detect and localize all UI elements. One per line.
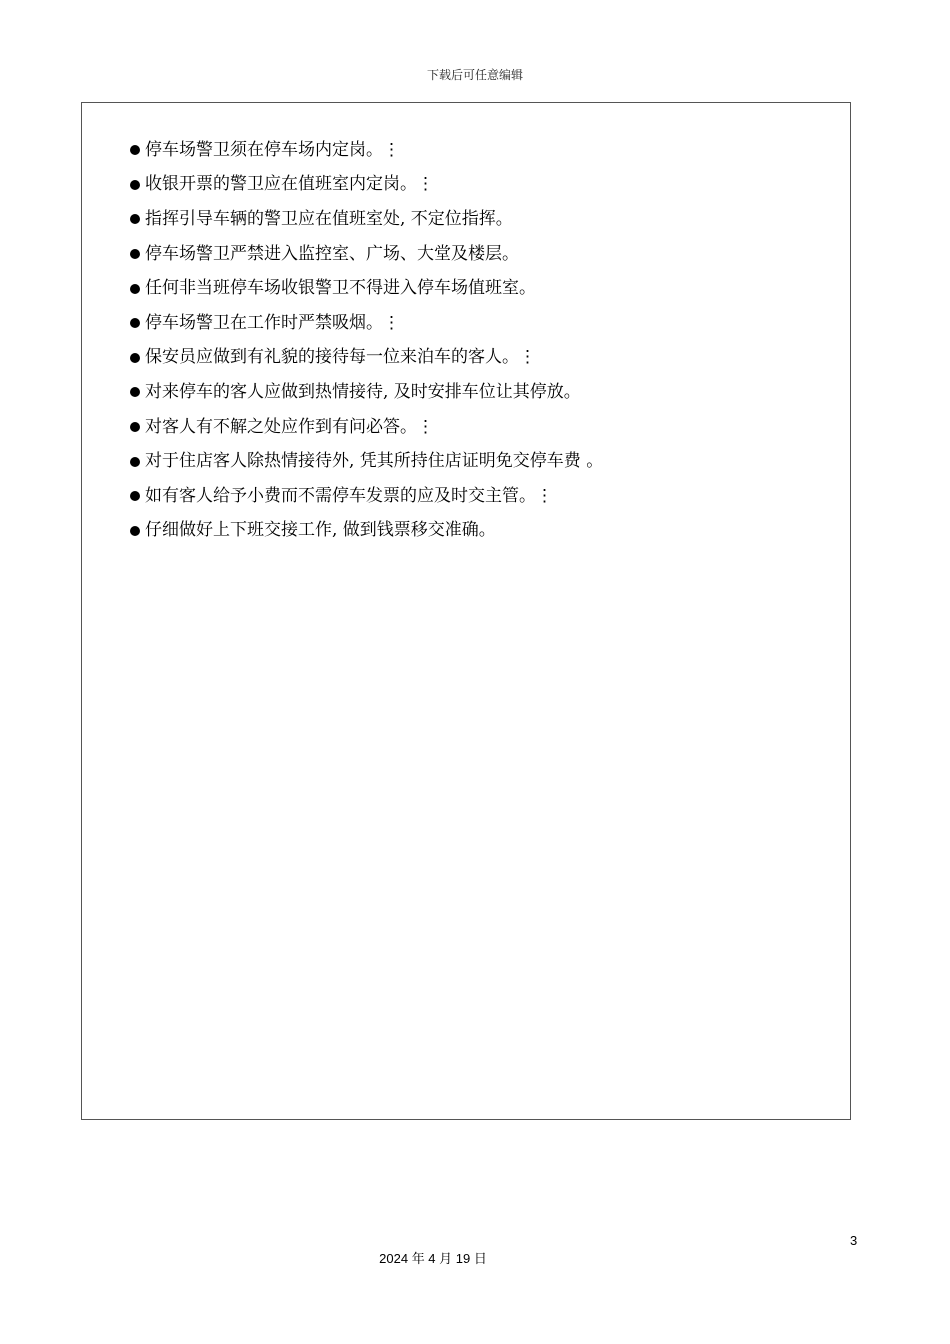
list-item <box>130 271 603 306</box>
bullet-icon <box>130 318 140 328</box>
list-item <box>130 375 603 410</box>
footer-date: 2024 年 4 月 19 日 <box>379 1251 487 1266</box>
list-item <box>130 133 603 168</box>
rules-list <box>130 133 603 548</box>
bullet-icon <box>130 526 140 536</box>
list-item <box>130 306 603 341</box>
bullet-icon <box>130 145 140 155</box>
rule-text: 如有客人给予小费而不需停车发票的应及时交主管。⋮ <box>145 485 553 506</box>
list-item <box>130 444 603 479</box>
list-item <box>130 168 603 203</box>
header-note: 下载后可任意编辑 <box>426 68 523 82</box>
rule-text: 对来停车的客人应做到热情接待, 及时安排车位让其停放。 <box>145 381 581 402</box>
rule-text: 保安员应做到有礼貌的接待每一位来泊车的客人。⋮ <box>145 347 536 368</box>
bullet-icon <box>130 284 140 294</box>
bullet-icon <box>130 214 140 224</box>
bullet-icon <box>130 249 140 259</box>
list-item <box>130 479 603 514</box>
rule-text: 任何非当班停车场收银警卫不得进入停车场值班室。 <box>145 278 536 299</box>
rule-text: 指挥引导车辆的警卫应在值班室处, 不定位指挥。 <box>145 208 513 229</box>
bullet-icon <box>130 457 140 467</box>
list-item <box>130 341 603 376</box>
rule-text: 对于住店客人除热情接待外, 凭其所持住店证明免交停车费 。 <box>145 451 604 472</box>
rule-text: 停车场警卫须在停车场内定岗。⋮ <box>145 139 400 160</box>
rule-text: 对客人有不解之处应作到有问必答。⋮ <box>145 416 434 437</box>
rule-text: 仔细做好上下班交接工作, 做到钱票移交准确。 <box>145 520 496 541</box>
list-item <box>130 202 603 237</box>
content-box <box>81 102 851 1120</box>
list-item <box>130 237 603 272</box>
list-item <box>130 514 603 549</box>
page-number: 3 <box>850 1233 858 1248</box>
bullet-icon <box>130 180 140 190</box>
rule-text: 收银开票的警卫应在值班室内定岗。⋮ <box>145 174 434 195</box>
list-item <box>130 410 603 445</box>
bullet-icon <box>130 387 140 397</box>
bullet-icon <box>130 491 140 501</box>
bullet-icon <box>130 353 140 363</box>
rule-text: 停车场警卫在工作时严禁吸烟。⋮ <box>145 312 400 333</box>
rule-text: 停车场警卫严禁进入监控室、广场、大堂及楼层。 <box>145 243 519 264</box>
bullet-icon <box>130 422 140 432</box>
